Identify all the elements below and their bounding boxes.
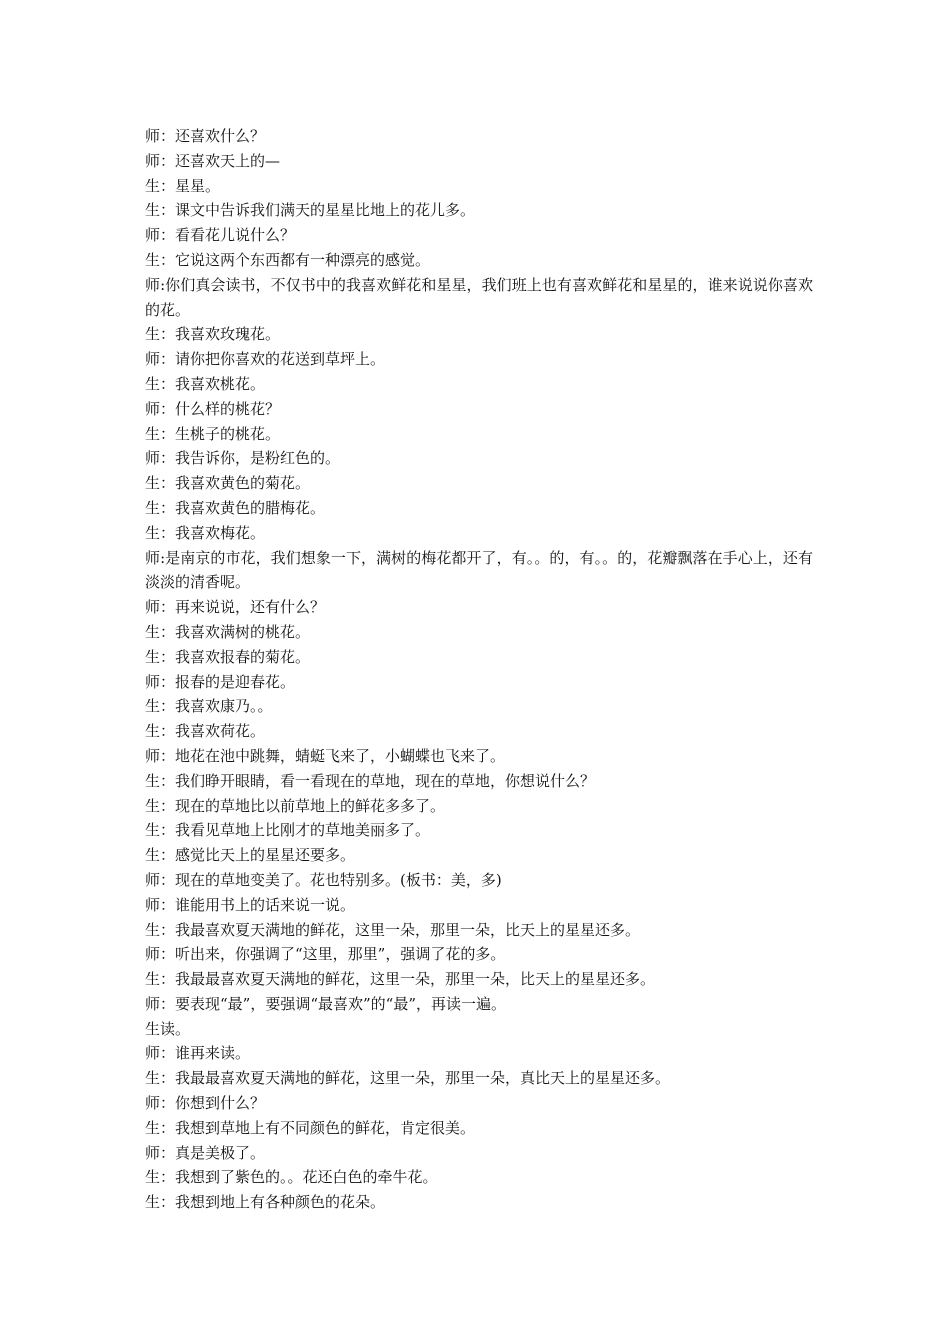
transcript-line: 生：课文中告诉我们满天的星星比地上的花儿多。 bbox=[145, 201, 476, 220]
transcript-line: 生：感觉比天上的星星还要多。 bbox=[145, 846, 356, 865]
transcript-line: 师:是南京的市花，我们想象一下，满树的梅花都开了，有。。的，有。。的，花瓣飘落在手心上，还有淡淡的清香呢。 bbox=[145, 548, 813, 592]
transcript-line: 师：谁能用书上的话来说一说。 bbox=[145, 895, 356, 914]
transcript-line: 师：你想到什么？ bbox=[145, 1094, 266, 1113]
transcript-line: 生：我想到地上有各种颜色的花朵。 bbox=[145, 1193, 386, 1212]
transcript-line: 生：生桃子的桃花。 bbox=[145, 424, 281, 443]
transcript-line: 生读。 bbox=[145, 1019, 191, 1038]
transcript-line: 生：我想到了紫色的。。花还白色的牵牛花。 bbox=[145, 1168, 438, 1187]
transcript-line: 师：请你把你喜欢的花送到草坪上。 bbox=[145, 350, 386, 369]
transcript-line: 师：还喜欢什么？ bbox=[145, 127, 266, 145]
transcript-line: 生：星星。 bbox=[145, 176, 221, 195]
transcript-line: 生：我想到草地上有不同颜色的鲜花，肯定很美。 bbox=[145, 1118, 476, 1137]
transcript-line: 生：我喜欢玫瑰花。 bbox=[145, 325, 281, 344]
transcript-line: 师：真是美极了。 bbox=[145, 1143, 266, 1162]
transcript-line: 生：它说这两个东西都有一种漂亮的感觉。 bbox=[145, 250, 431, 269]
transcript-line: 师：地花在池中跳舞，蜻蜓飞来了，小蝴蝶也飞来了。 bbox=[145, 746, 506, 765]
transcript-line: 生：我喜欢梅花。 bbox=[145, 523, 266, 542]
transcript-line: 师：再来说说，还有什么？ bbox=[145, 598, 326, 617]
transcript-line: 生：我喜欢报春的菊花。 bbox=[145, 647, 311, 666]
transcript-line: 生：我喜欢满树的桃花。 bbox=[145, 622, 311, 641]
transcript-line: 生：我最最喜欢夏天满地的鲜花，这里一朵，那里一朵，真比天上的星星还多。 bbox=[145, 1069, 671, 1088]
transcript-text bbox=[145, 124, 813, 1215]
transcript-line: 师：什么样的桃花？ bbox=[145, 399, 281, 418]
transcript-line: 生：我喜欢黄色的腊梅花。 bbox=[145, 498, 326, 517]
transcript-line: 生：我们睁开眼睛，看一看现在的草地，现在的草地，你想说什么？ bbox=[145, 771, 596, 790]
transcript-line: 生：我最喜欢夏天满地的鲜花，这里一朵，那里一朵，比天上的星星还多。 bbox=[145, 920, 641, 939]
transcript-line: 生：现在的草地比以前草地上的鲜花多多了。 bbox=[145, 796, 446, 815]
transcript-line: 师：谁再来读。 bbox=[145, 1044, 251, 1063]
transcript-line: 生：我喜欢桃花。 bbox=[145, 374, 266, 393]
transcript-line: 师：报春的是迎春花。 bbox=[145, 672, 296, 691]
transcript-line: 生：我看见草地上比刚才的草地美丽多了。 bbox=[145, 821, 431, 840]
transcript-line: 生：我喜欢康乃。。 bbox=[145, 697, 273, 716]
transcript-line: 师:你们真会读书，不仅书中的我喜欢鲜花和星星，我们班上也有喜欢鲜花和星星的，谁来说说你喜欢的花。 bbox=[145, 275, 813, 319]
transcript-line: 师：现在的草地变美了。花也特别多。(板书：美，多) bbox=[145, 870, 502, 889]
transcript-line: 生：我喜欢黄色的菊花。 bbox=[145, 474, 311, 493]
transcript-line: 师：看看花儿说什么？ bbox=[145, 226, 296, 245]
transcript-line: 师：还喜欢天上的— bbox=[145, 151, 281, 170]
transcript-line: 生：我喜欢荷花。 bbox=[145, 722, 266, 741]
transcript-line: 师：我告诉你，是粉红色的。 bbox=[145, 449, 341, 468]
transcript-line: 师：听出来，你强调了“这里，那里”，强调了花的多。 bbox=[145, 945, 506, 964]
transcript-line: 生：我最最喜欢夏天满地的鲜花，这里一朵，那里一朵，比天上的星星还多。 bbox=[145, 970, 656, 989]
transcript-line: 师：要表现“最”，要强调“最喜欢”的“最”，再读一遍。 bbox=[145, 994, 507, 1013]
